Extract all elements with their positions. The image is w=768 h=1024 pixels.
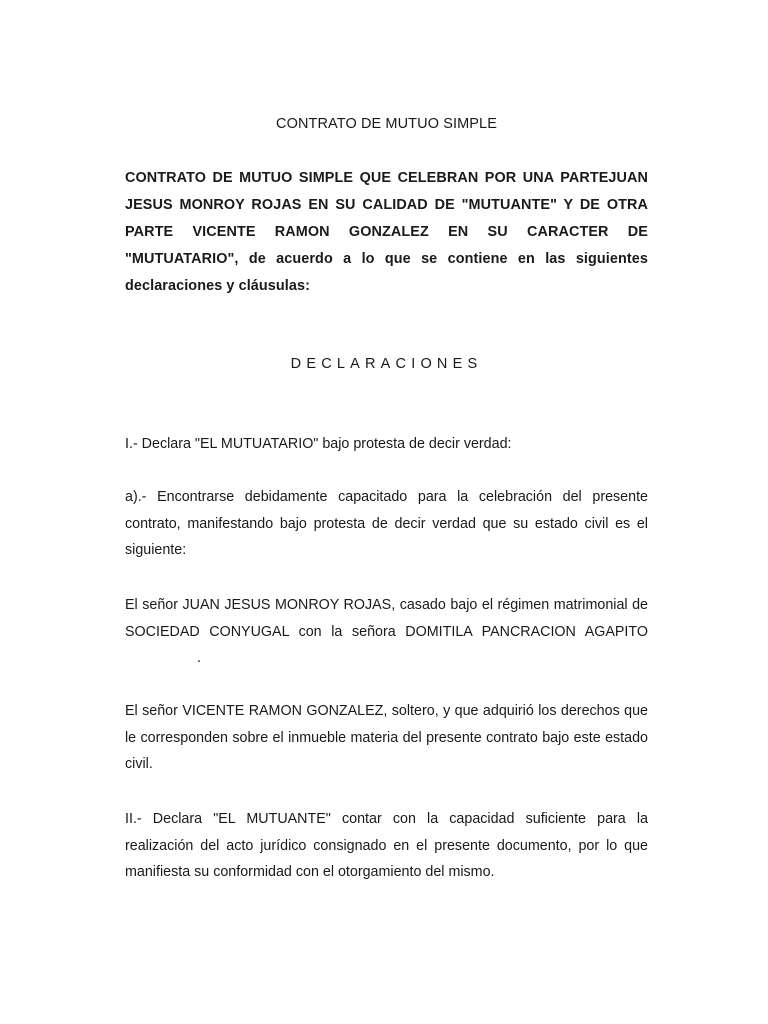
declaration-mutuante: II.- Declara "EL MUTUANTE" contar con la capacidad suficiente para la realización del acto jurídico consignado en el presente documento, por lo que manifiesta su conformidad con el otorgamiento del mismo. (125, 811, 648, 881)
marital-status-ramon: El señor VICENTE RAMON GONZALEZ, soltero, y que adquirió los derechos que le corresponden sobre el inmueble materia del presente contrato bajo este estado civil. (125, 703, 648, 773)
marital-status-monroy-text: El señor JUAN JESUS MONROY ROJAS, casado bajo el régimen matrimonial de SOCIEDAD CONYUGAL con la señora DOMITILA PANCRACION AGAPITO (125, 597, 648, 640)
declaration-mutuatario-heading: I.- Declara "EL MUTUATARIO" bajo protesta de decir verdad: (125, 436, 512, 452)
marital-status-monroy (125, 592, 648, 672)
document-title: CONTRATO DE MUTUO SIMPLE (276, 116, 497, 132)
contract-intro-paragraph: CONTRATO DE MUTUO SIMPLE QUE CELEBRAN POR UNA PARTEJUAN JESUS MONROY ROJAS EN SU CALIDAD DE "MUTUANTE" Y DE OTRA PARTE VICENTE RAMON GONZALEZ EN SU CARACTER DE "MUTUATARIO", de acuerdo a lo que se contiene en las siguientes declaraciones y cláusulas: (125, 170, 648, 294)
declaration-item-a: a).- Encontrarse debidamente capacitado para la celebración del presente contrato, manifestando bajo protesta de decir verdad que su estado civil es el siguiente: (125, 489, 648, 559)
trailing-period: . (197, 650, 201, 667)
declarations-heading: DECLARACIONES (290, 356, 483, 372)
